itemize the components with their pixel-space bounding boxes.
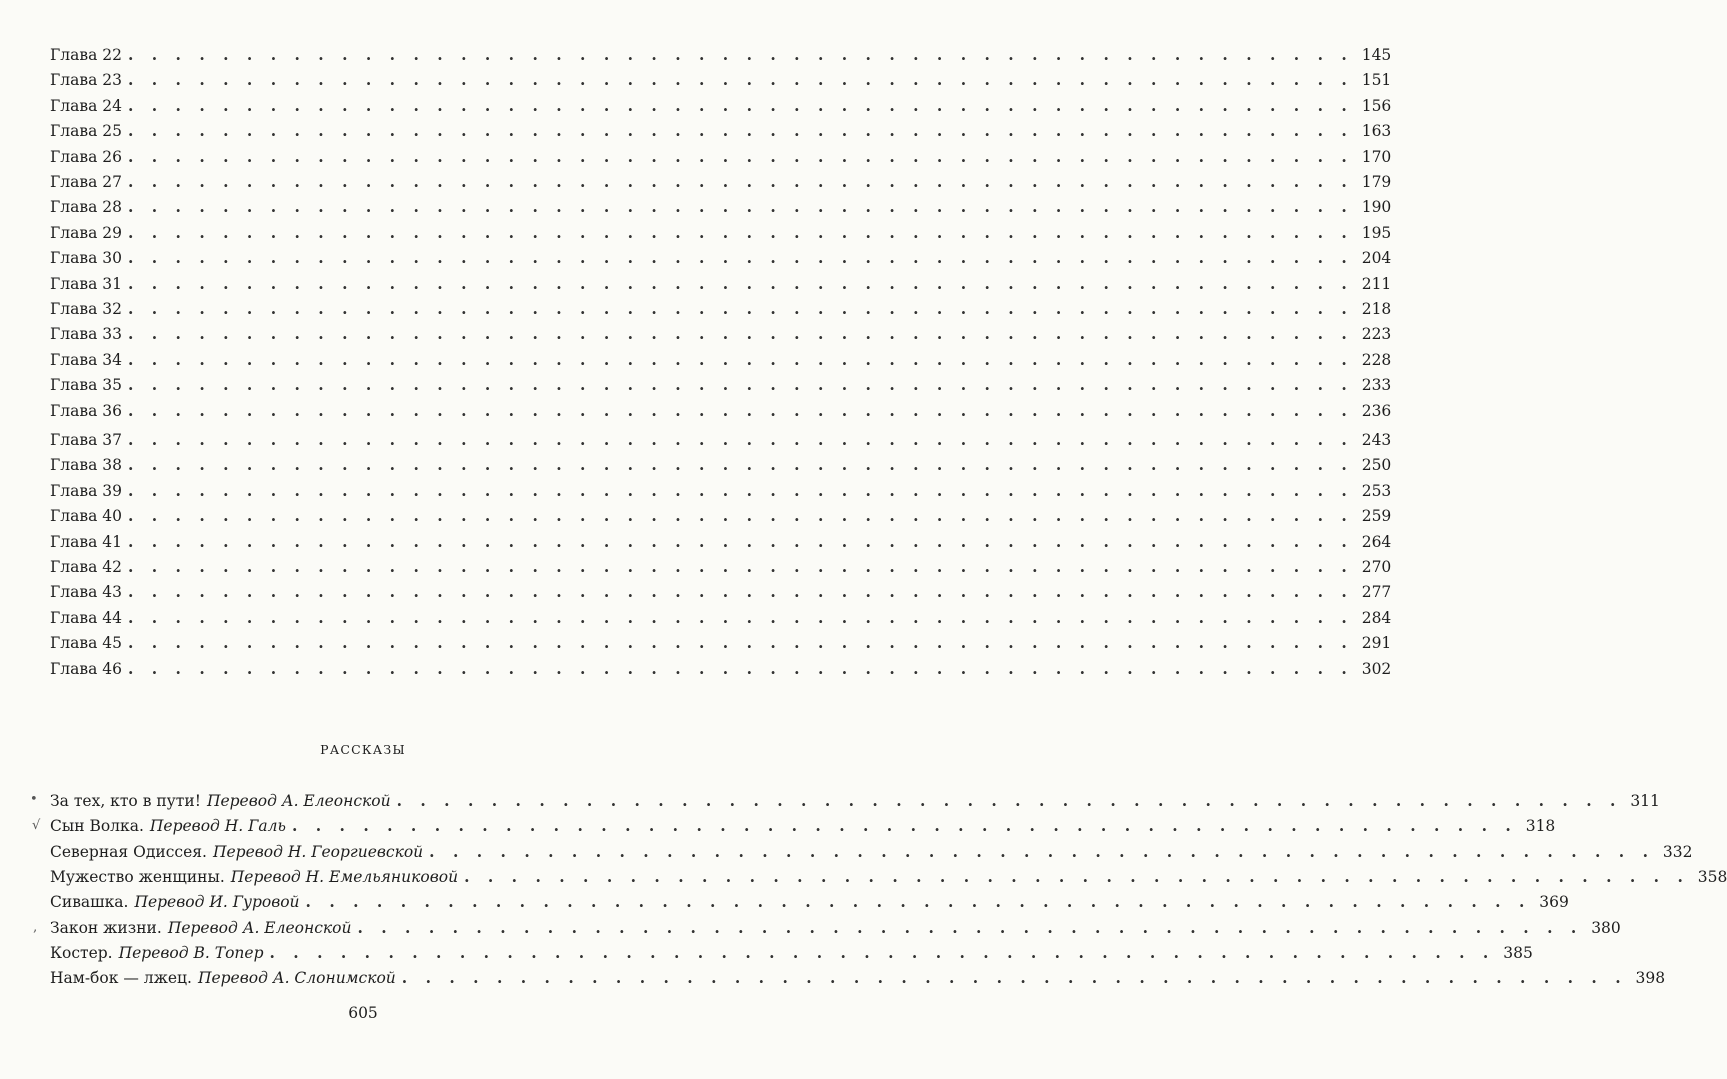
chapter-label: Глава 23 <box>50 71 122 90</box>
page-ref: 243 <box>1361 431 1392 449</box>
chapter-label: Глава 24 <box>50 96 122 115</box>
toc-row <box>50 632 1392 654</box>
story-title: Закон жизни. <box>50 918 162 937</box>
chapter-label: Глава 32 <box>50 300 122 318</box>
story-title: Костер. <box>50 943 113 962</box>
dot-leader: . . . . . . . . . . . . . . . . . . . . . . . . . . . . . . . . . . . . . . . . . . . . . . . . . . . . <box>127 324 1354 344</box>
story-translator: Перевод А. Елеонской <box>167 918 352 937</box>
dot-leader: . . . . . . . . . . . . . . . . . . . . . . . . . . . . . . . . . . . . . . . . . . . . . . . . . . . . <box>305 892 1531 912</box>
dot-leader: . . . . . . . . . . . . . . . . . . . . . . . . . . . . . . . . . . . . . . . . . . . . . . . . . . . . <box>357 917 1583 937</box>
story-entry <box>50 917 357 939</box>
story-translator: Перевод Н. Галь <box>149 817 286 836</box>
story-entry <box>50 891 306 913</box>
dot-leader: . . . . . . . . . . . . . . . . . . . . . . . . . . . . . . . . . . . . . . . . . . . . . . . . . . . . <box>127 95 1354 115</box>
page-ref: 228 <box>1361 350 1392 369</box>
margin-mark: ‚ <box>33 920 38 935</box>
toc-row <box>50 171 1392 193</box>
toc-row <box>50 581 1392 603</box>
page-ref: 218 <box>1361 300 1392 318</box>
toc-row <box>50 480 1392 502</box>
dot-leader: . . . . . . . . . . . . . . . . . . . . . . . . . . . . . . . . . . . . . . . . . . . . . . . . . . . . <box>127 273 1354 293</box>
dot-leader: . . . . . . . . . . . . . . . . . . . . . . . . . . . . . . . . . . . . . . . . . . . . . . . . . . . . <box>127 197 1354 217</box>
toc-row <box>50 891 1569 913</box>
story-entry <box>50 866 464 888</box>
toc-row <box>50 247 1392 269</box>
page-ref: 264 <box>1361 532 1392 551</box>
toc-row <box>50 505 1392 527</box>
story-translator: Перевод А. Елеонской <box>206 792 391 810</box>
story-title: Мужество женщины. <box>50 867 225 886</box>
story-translator: Перевод Н. Емельяниковой <box>230 867 459 886</box>
page-ref: 233 <box>1361 376 1392 395</box>
chapter-label: Глава 44 <box>50 608 122 627</box>
dot-leader: . . . . . . . . . . . . . . . . . . . . . . . . . . . . . . . . . . . . . . . . . . . . . . . . . . . . <box>396 791 1622 810</box>
page-ref: 385 <box>1503 943 1533 962</box>
dot-leader: . . . . . . . . . . . . . . . . . . . . . . . . . . . . . . . . . . . . . . . . . . . . . . . . . . . . <box>127 299 1354 318</box>
dot-leader: . . . . . . . . . . . . . . . . . . . . . . . . . . . . . . . . . . . . . . . . . . . . . . . . . . . . <box>127 506 1354 526</box>
dot-leader: . . . . . . . . . . . . . . . . . . . . . . . . . . . . . . . . . . . . . . . . . . . . . . . . . . . . <box>127 633 1354 653</box>
dot-leader: . . . . . . . . . . . . . . . . . . . . . . . . . . . . . . . . . . . . . . . . . . . . . . . . . . . . <box>127 480 1354 500</box>
chapter-label: Глава 43 <box>50 583 122 602</box>
chapter-label: Глава 30 <box>50 249 122 268</box>
dot-leader: . . . . . . . . . . . . . . . . . . . . . . . . . . . . . . . . . . . . . . . . . . . . . . . . . . . . <box>127 557 1354 576</box>
page-ref: 380 <box>1591 918 1621 937</box>
page-ref: 163 <box>1361 122 1392 141</box>
toc-row <box>50 429 1392 451</box>
dot-leader: . . . . . . . . . . . . . . . . . . . . . . . . . . . . . . . . . . . . . . . . . . . . . . . . . . . . <box>127 70 1354 90</box>
dot-leader: . . . . . . . . . . . . . . . . . . . . . . . . . . . . . . . . . . . . . . . . . . . . . . . . . . . . <box>127 146 1354 166</box>
dot-leader: . . . . . . . . . . . . . . . . . . . . . . . . . . . . . . . . . . . . . . . . . . . . . . . . . . . . <box>127 375 1354 395</box>
page-ref: 270 <box>1361 558 1392 576</box>
toc-row <box>50 95 1392 117</box>
chapter-label: Глава 41 <box>50 532 122 551</box>
chapter-label: Глава 26 <box>50 147 122 166</box>
page-ref: 223 <box>1361 325 1392 344</box>
dot-leader: . . . . . . . . . . . . . . . . . . . . . . . . . . . . . . . . . . . . . . . . . . . . . . . . . . . . <box>127 222 1354 242</box>
story-title: Нам-бок — лжец. <box>50 969 192 988</box>
story-title: Сивашка. <box>50 893 129 912</box>
page-ref: 358 <box>1697 867 1727 886</box>
page-ref: 277 <box>1361 583 1392 602</box>
page-ref: 190 <box>1361 198 1392 217</box>
toc-row <box>50 531 1392 553</box>
story-translator: Перевод И. Гуровой <box>134 893 300 912</box>
page-ref: 151 <box>1361 71 1392 90</box>
toc-row <box>50 69 1392 91</box>
dot-leader: . . . . . . . . . . . . . . . . . . . . . . . . . . . . . . . . . . . . . . . . . . . . . . . . . . . . <box>127 531 1354 551</box>
chapter-label: Глава 35 <box>50 376 122 395</box>
toc-row <box>50 607 1392 629</box>
dot-leader: . . . . . . . . . . . . . . . . . . . . . . . . . . . . . . . . . . . . . . . . . . . . . . . . . . . . <box>464 866 1690 886</box>
toc-row <box>50 400 1392 422</box>
page-ref: 204 <box>1361 249 1392 268</box>
dot-leader: . . . . . . . . . . . . . . . . . . . . . . . . . . . . . . . . . . . . . . . . . . . . . . . . . . . . <box>401 968 1628 988</box>
chapter-label: Глава 22 <box>50 46 122 64</box>
dot-leader: . . . . . . . . . . . . . . . . . . . . . . . . . . . . . . . . . . . . . . . . . . . . . . . . . . . . <box>127 658 1354 678</box>
dot-leader: . . . . . . . . . . . . . . . . . . . . . . . . . . . . . . . . . . . . . . . . . . . . . . . . . . . . <box>127 349 1354 369</box>
story-translator: Перевод А. Слонимской <box>197 969 396 988</box>
dot-leader: . . . . . . . . . . . . . . . . . . . . . . . . . . . . . . . . . . . . . . . . . . . . . . . . . . . . <box>429 841 1655 861</box>
chapter-label: Глава 46 <box>50 659 122 678</box>
chapter-label: Глава 37 <box>50 431 122 449</box>
story-entry <box>50 841 429 863</box>
story-title: Сын Волка. <box>50 817 144 836</box>
page-ref: 250 <box>1361 456 1392 475</box>
toc-row <box>50 790 1660 812</box>
margin-mark: • <box>30 792 38 807</box>
toc-row <box>50 967 1666 989</box>
story-entry <box>50 942 270 964</box>
toc-row <box>50 841 1693 863</box>
chapter-label: Глава 33 <box>50 325 122 344</box>
toc-row <box>50 866 1727 888</box>
chapter-label: Глава 25 <box>50 122 122 141</box>
story-translator: Перевод Н. Георгиевской <box>212 842 424 861</box>
chapter-label: Глава 34 <box>50 350 122 369</box>
dot-leader: . . . . . . . . . . . . . . . . . . . . . . . . . . . . . . . . . . . . . . . . . . . . . . . . . . . . <box>127 172 1354 191</box>
toc-row <box>50 658 1392 680</box>
margin-tick-icon: √ <box>32 818 41 833</box>
toc-row <box>50 196 1392 218</box>
dot-leader: . . . . . . . . . . . . . . . . . . . . . . . . . . . . . . . . . . . . . . . . . . . . . . . . . . . . <box>291 816 1518 836</box>
toc-row <box>50 917 1621 939</box>
page-ref: 179 <box>1361 173 1392 191</box>
chapter-label: Глава 39 <box>50 481 122 500</box>
dot-leader: . . . . . . . . . . . . . . . . . . . . . . . . . . . . . . . . . . . . . . . . . . . . . . . . . . . . <box>269 942 1495 962</box>
story-entry <box>50 815 292 837</box>
page-ref: 311 <box>1630 792 1660 810</box>
page-number: 605 <box>348 1004 378 1022</box>
page-ref: 291 <box>1361 634 1392 653</box>
dot-leader: . . . . . . . . . . . . . . . . . . . . . . . . . . . . . . . . . . . . . . . . . . . . . . . . . . . . <box>127 582 1354 602</box>
page-ref: 302 <box>1361 659 1392 678</box>
section-heading: РАССКАЗЫ <box>320 742 406 757</box>
page-ref: 332 <box>1662 842 1693 861</box>
toc-row <box>50 374 1392 396</box>
chapter-label: Глава 45 <box>50 634 122 653</box>
toc-row <box>50 298 1392 320</box>
story-title: Северная Одиссея. <box>50 842 207 861</box>
dot-leader: . . . . . . . . . . . . . . . . . . . . . . . . . . . . . . . . . . . . . . . . . . . . . . . . . . . . <box>127 607 1354 627</box>
page-ref: 170 <box>1361 147 1392 166</box>
toc-row <box>50 222 1392 244</box>
toc-row <box>50 146 1392 168</box>
page-ref: 156 <box>1361 96 1392 115</box>
page-ref: 253 <box>1361 481 1392 500</box>
page-ref: 398 <box>1635 969 1666 988</box>
dot-leader: . . . . . . . . . . . . . . . . . . . . . . . . . . . . . . . . . . . . . . . . . . . . . . . . . . . . <box>127 248 1354 268</box>
toc-row <box>50 120 1392 142</box>
toc-row <box>50 349 1392 371</box>
page-ref: 284 <box>1361 608 1392 627</box>
toc-row <box>50 273 1392 295</box>
chapter-label: Глава 29 <box>50 223 122 242</box>
toc-row <box>50 454 1392 476</box>
chapter-label: Глава 28 <box>50 198 122 217</box>
dot-leader: . . . . . . . . . . . . . . . . . . . . . . . . . . . . . . . . . . . . . . . . . . . . . . . . . . . . <box>127 400 1354 420</box>
page-ref: 318 <box>1525 817 1556 836</box>
dot-leader: . . . . . . . . . . . . . . . . . . . . . . . . . . . . . . . . . . . . . . . . . . . . . . . . . . . . <box>127 121 1354 141</box>
dot-leader: . . . . . . . . . . . . . . . . . . . . . . . . . . . . . . . . . . . . . . . . . . . . . . . . . . . . <box>127 455 1354 475</box>
page-ref: 145 <box>1361 46 1392 64</box>
story-entry <box>50 790 397 812</box>
dot-leader: . . . . . . . . . . . . . . . . . . . . . . . . . . . . . . . . . . . . . . . . . . . . . . . . . . . . <box>127 430 1354 449</box>
story-translator: Перевод В. Топер <box>118 943 264 962</box>
story-entry <box>50 967 402 989</box>
chapter-label: Глава 27 <box>50 173 122 191</box>
toc-row <box>50 323 1392 345</box>
toc-row <box>50 556 1392 578</box>
chapter-label: Глава 40 <box>50 507 122 526</box>
toc-row <box>50 942 1533 964</box>
story-title: За тех, кто в пути! <box>50 792 201 810</box>
chapter-label: Глава 31 <box>50 274 122 293</box>
page-ref: 195 <box>1361 223 1392 242</box>
toc-row <box>50 44 1392 66</box>
page-ref: 211 <box>1361 274 1392 293</box>
chapter-label: Глава 42 <box>50 558 122 576</box>
chapter-label: Глава 38 <box>50 456 122 475</box>
dot-leader: . . . . . . . . . . . . . . . . . . . . . . . . . . . . . . . . . . . . . . . . . . . . . . . . . . . . <box>127 45 1354 64</box>
chapter-label: Глава 36 <box>50 401 122 420</box>
toc-row <box>50 815 1556 837</box>
page-ref: 259 <box>1361 507 1392 526</box>
page-ref: 369 <box>1539 893 1569 912</box>
page-ref: 236 <box>1361 401 1392 420</box>
